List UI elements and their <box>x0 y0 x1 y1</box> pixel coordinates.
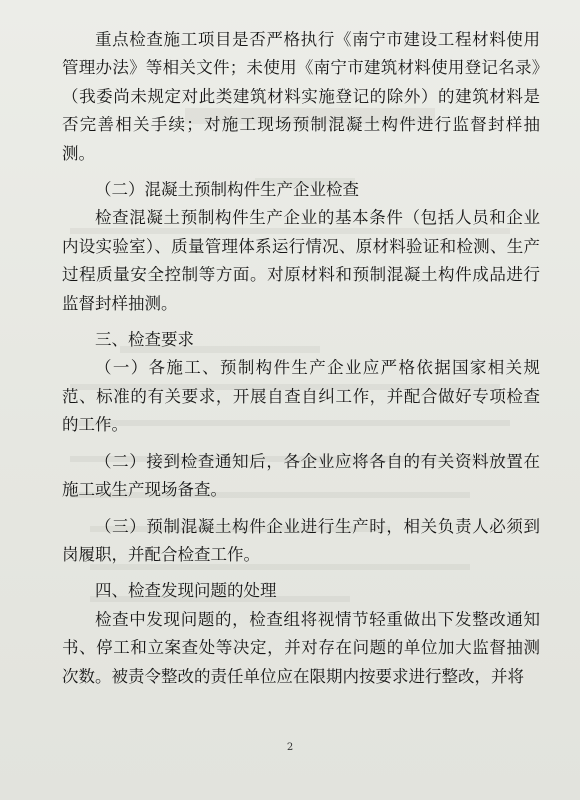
page-number: 2 <box>286 742 294 753</box>
paragraph-requirement-2: （二）接到检查通知后，各企业应将各自的有关资料放置在施工或生产现场备查。 <box>62 451 540 500</box>
heading-precast-enterprise-inspection: （二）混凝土预制构件生产企业检查 <box>95 180 359 200</box>
heading-inspection-requirements: 三、检查要求 <box>95 330 194 350</box>
paragraph-precast-enterprise-details: 检查混凝土预制构件生产企业的基本条件（包括人员和企业内设实验室）、质量管理体系运行情况、原材料验证和检测、生产过程质量安全控制等方面。对原材料和预制混凝土构件成品进行监督封样抽测。 <box>62 208 540 313</box>
paragraph-requirement-3: （三）预制混凝土构件企业进行生产时，相关负责人必须到岗履职，并配合检查工作。 <box>62 516 540 564</box>
paragraph-requirement-1: （一）各施工、预制构件生产企业应严格依据国家相关规范、标准的有关要求，开展自查自纠工作，并配合做好专项检查的工作。 <box>62 358 540 435</box>
heading-problem-handling: 四、检查发现问题的处理 <box>95 581 277 601</box>
document-body <box>62 26 540 691</box>
paragraph-problem-handling: 检查中发现问题的，检查组将视情节轻重做出下发整改通知书、停工和立案查处等决定，并对存在问题的单位加大监督抽测次数。被责令整改的责任单位应在限期内按要求进行整改，并将 <box>62 609 540 686</box>
paragraph-inspection-focus: 重点检查施工项目是否严格执行《南宁市建设工程材料使用管理办法》等相关文件；未使用《南宁市建筑材料使用登记名录》（我委尚未规定对此类建筑材料实施登记的除外）的建筑材料是否完善相关手续；对施工现场预制混凝土构件进行监督封样抽测。 <box>62 30 540 163</box>
